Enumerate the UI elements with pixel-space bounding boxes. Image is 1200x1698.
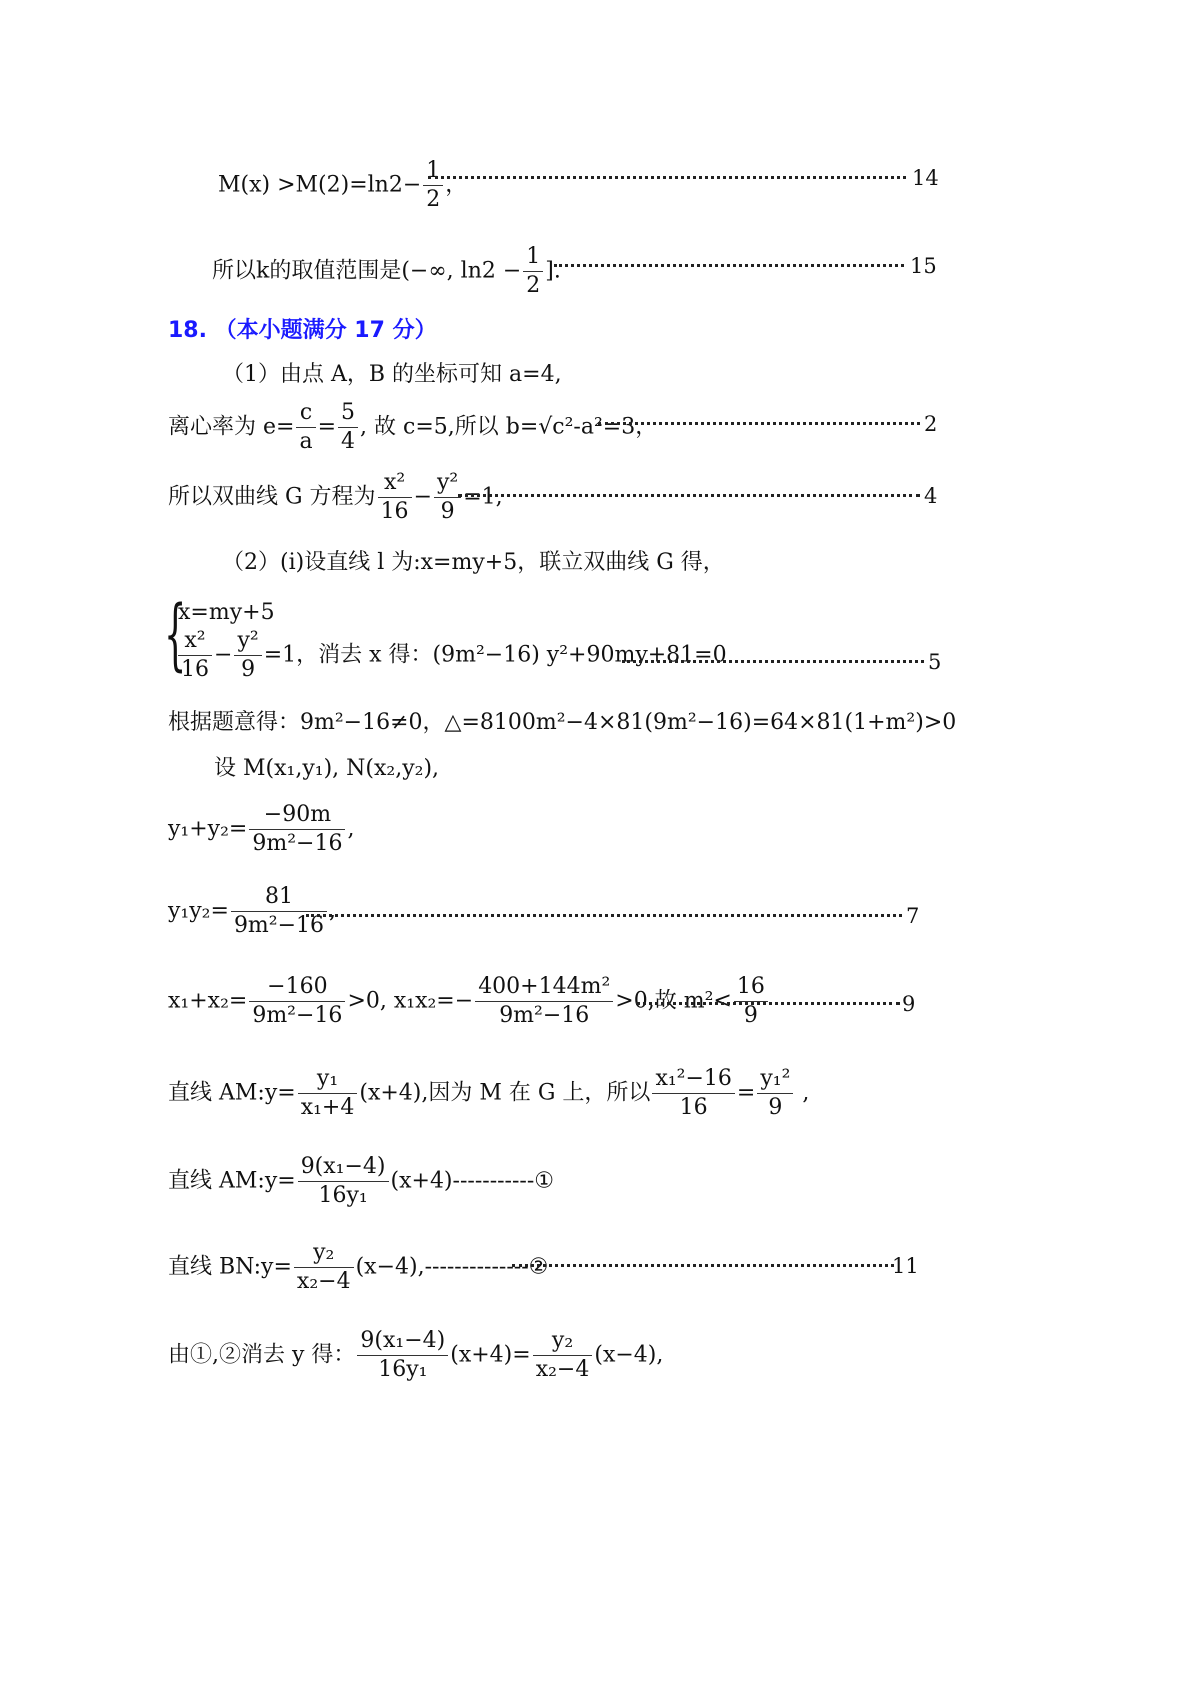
fraction: $\frac{1}{2}$ xyxy=(423,160,443,211)
line-score-2: 离心率为 e= $\frac{c}{a}$ = $\frac{5}{4}$ , 故 c=5,所以 b=√c²-a²=3， xyxy=(168,400,658,454)
score-mark: 9 xyxy=(902,992,916,1016)
dot-leader xyxy=(622,660,924,663)
fraction: $\frac{\text{y₁²}}{9}$ xyxy=(757,1068,793,1119)
dot-leader xyxy=(428,176,906,179)
dot-leader xyxy=(458,494,920,497)
fraction: $\frac{1}{2}$ xyxy=(523,246,543,297)
line-eliminate: 由①,②消去 y 得： $\frac{\text{9(x₁−4)}}{\text{16y₁}}$ (x+4)= $\frac{\text{y₂}}{\text{x₂−4}}$ (x−4), xyxy=(168,1328,664,1382)
fraction: $\frac{\text{400+144m²}}{\text{9m²−16}}$ xyxy=(475,976,613,1027)
line-score-15: 所以k的取值范围是(−∞, ln2 − $\frac{1}{2}$ ]. xyxy=(212,244,561,298)
fraction: $\frac{\text{x₁²−16}}{16}$ xyxy=(652,1068,734,1119)
fraction: $\frac{5}{4}$ xyxy=(338,402,358,453)
fraction: $\frac{\text{x²}}{16}$ xyxy=(378,472,412,523)
range-text: 所以k的取值范围是(−∞, ln2 − xyxy=(212,258,522,284)
fraction: $\frac{\text{y₁}}{\text{x₁+4}}$ xyxy=(298,1068,358,1119)
fraction: $\frac{-90m}{\text{9m²−16}}$ xyxy=(249,804,345,855)
score-mark: 4 xyxy=(924,484,938,508)
fraction: $\frac{81}{\text{9m²−16}}$ xyxy=(231,886,327,937)
line-score-4: 所以双曲线 G 方程为 $\frac{\text{x²}}{16}$ − $\frac{\text{y²}}{9}$ =1, xyxy=(168,470,503,524)
system-row-2: $\frac{\text{x²}}{16}$ − $\frac{\text{y²}}{9}$ =1，消去 x 得：(9m²−16) y²+90my+81=0 xyxy=(176,630,727,681)
fraction: $\frac{16}{9}$ xyxy=(734,976,768,1027)
set-points: 设 M(x₁,y₁), N(x₂,y₂), xyxy=(214,756,440,781)
system-row-1: x=my+5 xyxy=(178,600,275,625)
line-bn: 直线 BN:y= $\frac{\text{y₂}}{\text{x₂−4}}$ (x−4),--------------② xyxy=(168,1240,549,1294)
fraction: $\frac{\text{y²}}{9}$ xyxy=(234,630,261,681)
score-mark: 14 xyxy=(912,166,939,190)
score-mark: 15 xyxy=(910,254,937,278)
fraction: $\frac{\text{y₂}}{\text{x₂−4}}$ xyxy=(294,1242,354,1293)
score-mark: 11 xyxy=(892,1254,919,1278)
score-mark: 7 xyxy=(906,904,920,928)
line-am-2: 直线 AM:y= $\frac{\text{9(x₁−4)}}{\text{16y₁}}$ (x+4)-----------① xyxy=(168,1154,555,1208)
dot-leader xyxy=(306,914,902,917)
fraction: $\frac{\text{y²}}{9}$ xyxy=(434,472,461,523)
part-1-intro: （1）由点 A，B 的坐标可知 a=4, xyxy=(222,362,562,387)
dot-leader xyxy=(512,1264,894,1267)
fraction: $\frac{\text{y₂}}{\text{x₂−4}}$ xyxy=(533,1330,593,1381)
product-y: y₁y₂= $\frac{81}{\text{9m²−16}}$ , xyxy=(168,884,337,938)
part-2-intro: （2）(i)设直线 l 为:x=my+5，联立双曲线 G 得， xyxy=(222,550,725,575)
fraction: $\frac{\text{x²}}{16}$ xyxy=(178,630,212,681)
sum-y: y₁+y₂= $\frac{-90m}{\text{9m²−16}}$ , xyxy=(168,802,355,856)
fraction: $\frac{c}{a}$ xyxy=(296,402,315,453)
score-mark: 2 xyxy=(924,412,938,436)
dot-leader xyxy=(598,422,920,425)
line-score-9: x₁+x₂= $\frac{-160}{\text{9m²−16}}$ >0, x₁x₂=− $\frac{\text{400+144m²}}{\text{9m²−16}}$ >0,故 m²< $\frac{16}{9}$ xyxy=(168,976,770,1027)
brace: { xyxy=(164,590,187,680)
dot-leader xyxy=(636,1002,900,1005)
fraction: $\frac{\text{9(x₁−4)}}{\text{16y₁}}$ xyxy=(357,1330,448,1381)
discriminant-condition: 根据题意得：9m²−16≠0，△=8100m²−4×81(9m²−16)=64×81(1+m²)>0 xyxy=(168,710,957,735)
dot-leader xyxy=(554,264,904,267)
fraction: $\frac{\text{9(x₁−4)}}{\text{16y₁}}$ xyxy=(298,1156,389,1207)
fraction: $\frac{-160}{\text{9m²−16}}$ xyxy=(249,976,345,1027)
score-mark: 5 xyxy=(928,650,942,674)
line-score-14: M(x) >M(2)=ln2− $\frac{1}{2}$ ， xyxy=(218,158,468,212)
line-am-1: 直线 AM:y= $\frac{\text{y₁}}{\text{x₁+4}}$ (x+4),因为 M 在 G 上，所以 $\frac{\text{x₁²−16}}{16}$ = $\frac{\text{y₁²}}{9}$ , xyxy=(168,1066,810,1120)
question-heading: 18. （本小题满分 17 分） xyxy=(168,318,437,343)
inequality-text: M(x) >M(2)=ln2− xyxy=(218,172,422,198)
